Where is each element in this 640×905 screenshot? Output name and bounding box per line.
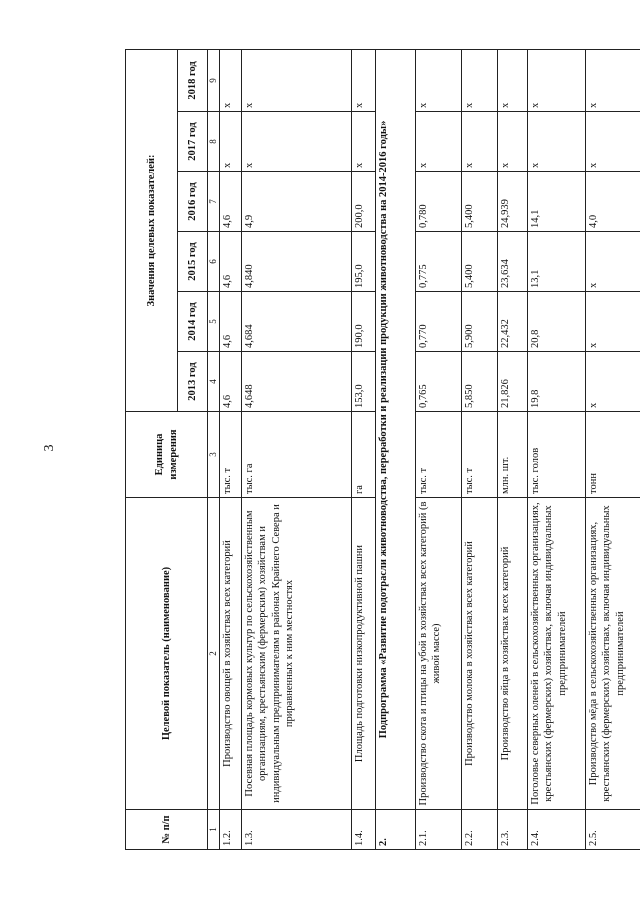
table-row: [352, 49, 376, 849]
table-row: [462, 49, 498, 849]
table-row: [416, 49, 462, 849]
header-year: 2016 год: [178, 172, 208, 232]
row-value: 0,765: [416, 352, 462, 412]
row-value: х: [462, 49, 498, 111]
row-indicator-name: Площадь подготовки низкопродуктивной пашни: [352, 498, 376, 810]
row-unit: тыс. т: [462, 412, 498, 498]
row-number: 2.5.: [586, 810, 640, 850]
row-number: 2.3.: [498, 810, 528, 850]
row-value: х: [242, 49, 352, 111]
row-value: 0,775: [416, 232, 462, 292]
header-year: 2013 год: [178, 352, 208, 412]
row-unit: тыс. т: [220, 412, 242, 498]
rotated-page: [125, 50, 627, 850]
index-cell: 3: [208, 412, 220, 498]
subprogram-title: Подпрограмма «Развитие подотрасли животноводства, переработки и реализации продукции животноводства на 2014-2016 годы»: [376, 49, 416, 809]
row-value: х: [586, 49, 640, 111]
target-indicators-table: [125, 49, 640, 850]
index-cell: 4: [208, 352, 220, 412]
row-value: х: [416, 112, 462, 172]
row-number: 2.4.: [528, 810, 586, 850]
row-unit: млн. шт.: [498, 412, 528, 498]
row-value: 0,780: [416, 172, 462, 232]
row-value: х: [586, 292, 640, 352]
row-value: 19,8: [528, 352, 586, 412]
row-value: 4,6: [220, 172, 242, 232]
row-value: 5,850: [462, 352, 498, 412]
row-value: 13,1: [528, 232, 586, 292]
header-num: № п/п: [126, 810, 208, 850]
row-value: 14,1: [528, 172, 586, 232]
row-number: 1.2.: [220, 810, 242, 850]
row-unit: тыс. голов: [528, 412, 586, 498]
row-value: 22,432: [498, 292, 528, 352]
row-value: 4,648: [242, 352, 352, 412]
index-cell: 2: [208, 498, 220, 810]
row-unit: тыс. т: [416, 412, 462, 498]
row-value: х: [586, 232, 640, 292]
row-indicator-name: Производство овощей в хозяйствах всех категорий: [220, 498, 242, 810]
row-value: 0,770: [416, 292, 462, 352]
row-value: х: [498, 49, 528, 111]
row-value: 4,684: [242, 292, 352, 352]
table-row: [498, 49, 528, 849]
row-value: х: [528, 112, 586, 172]
row-number: 1.3.: [242, 810, 352, 850]
header-year: 2015 год: [178, 232, 208, 292]
row-value: 5,400: [462, 232, 498, 292]
row-value: х: [220, 49, 242, 111]
row-value: 195,0: [352, 232, 376, 292]
row-value: х: [498, 112, 528, 172]
row-unit: тыс. га: [242, 412, 352, 498]
table-header: [126, 49, 220, 849]
table-row: [586, 49, 640, 849]
index-cell: 9: [208, 49, 220, 111]
page-number: 3: [42, 444, 57, 452]
header-year: 2017 год: [178, 112, 208, 172]
row-value: х: [352, 49, 376, 111]
table-row: [528, 49, 586, 849]
row-value: 4,6: [220, 292, 242, 352]
row-value: 21,826: [498, 352, 528, 412]
row-number: 1.4.: [352, 810, 376, 850]
row-value: х: [416, 49, 462, 111]
table-body: [220, 49, 640, 849]
row-unit: га: [352, 412, 376, 498]
row-value: 4,6: [220, 352, 242, 412]
row-indicator-name: Производство мёда в сельскохозяйственных организациях, крестьянских (фермерских) хозяйствах, включая индивидуальных предпринимателей: [586, 498, 640, 810]
index-cell: 5: [208, 292, 220, 352]
header-values: Значения целевых показателей:: [126, 49, 178, 411]
row-indicator-name: Производство яйца в хозяйствах всех категорий: [498, 498, 528, 810]
row-indicator-name: Производство молока в хозяйствах всех категорий: [462, 498, 498, 810]
row-value: х: [462, 112, 498, 172]
index-cell: 6: [208, 232, 220, 292]
row-value: 4,0: [586, 172, 640, 232]
row-value: х: [586, 352, 640, 412]
subprogram-row: [376, 49, 416, 849]
row-value: 153,0: [352, 352, 376, 412]
row-value: 20,8: [528, 292, 586, 352]
row-indicator-name: Посевная площадь кормовых культур по сельскохозяйственным организациям, крестьянским (фермерским) хозяйствам и индивидуальным предпринимателям в районах Крайнего Севера и приравненных к ним местностях: [242, 498, 352, 810]
row-number: 2.1.: [416, 810, 462, 850]
row-value: х: [586, 112, 640, 172]
table-row: [242, 49, 352, 849]
row-value: 5,900: [462, 292, 498, 352]
index-cell: 8: [208, 112, 220, 172]
index-cell: 1: [208, 810, 220, 850]
row-value: 190,0: [352, 292, 376, 352]
row-value: 200,0: [352, 172, 376, 232]
row-value: 23,634: [498, 232, 528, 292]
row-value: 4,9: [242, 172, 352, 232]
header-indicator: Целевой показатель (наименование): [126, 498, 208, 810]
row-value: х: [352, 112, 376, 172]
row-unit: тонн: [586, 412, 640, 498]
row-value: 4,6: [220, 232, 242, 292]
row-value: х: [220, 112, 242, 172]
table-row: [220, 49, 242, 849]
row-value: 4,840: [242, 232, 352, 292]
row-indicator-name: Поголовье северных оленей в сельскохозяйственных организациях, крестьянских (фермерских) хозяйствах, включая индивидуальных предпринимателей: [528, 498, 586, 810]
header-year: 2014 год: [178, 292, 208, 352]
row-value: 5,400: [462, 172, 498, 232]
header-year: 2018 год: [178, 49, 208, 111]
subprogram-number: 2.: [376, 810, 416, 850]
row-number: 2.2.: [462, 810, 498, 850]
row-value: х: [242, 112, 352, 172]
row-value: 24,939: [498, 172, 528, 232]
row-value: х: [528, 49, 586, 111]
index-cell: 7: [208, 172, 220, 232]
header-unit: Единица измерения: [126, 412, 208, 498]
row-indicator-name: Производство скота и птицы на убой в хозяйствах всех категорий (в живой массе): [416, 498, 462, 810]
